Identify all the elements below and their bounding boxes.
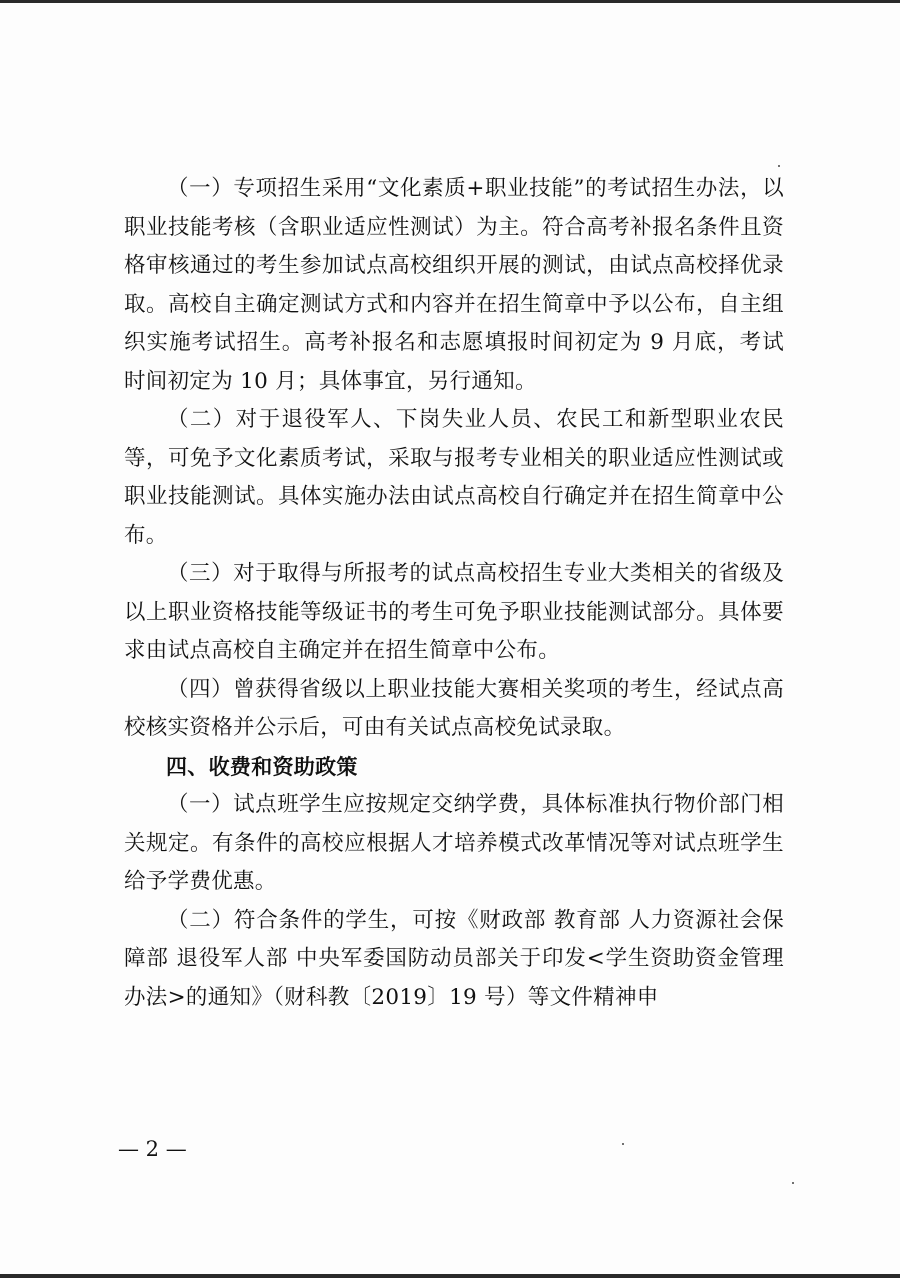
paragraph-6: （二）符合条件的学生，可按《财政部 教育部 人力资源社会保障部 退役军人部 中央军委国防动员部关于印发<学生资助资金管理办法>的通知》（财科教〔2019〕19 号）等文件精神申 [124,907,784,1010]
paragraph-5: （一）试点班学生应按规定交纳学费，具体标准执行物价部门相关规定。有条件的高校应根据人才培养模式改革情况等对试点班学生给予学费优惠。 [124,792,784,894]
paragraph-3: （三）对于取得与所报考的试点高校招生专业大类相关的省级及以上职业资格技能等级证书的考生可免予职业技能测试部分。具体要求由试点高校自主确定并在招生简章中公布。 [124,561,784,663]
page-number: — 2 — [118,1137,187,1161]
scan-edge-top [0,0,900,3]
paragraph-4: （四）曾获得省级以上职业技能大赛相关奖项的考生，经试点高校核实资格并公示后，可由有关试点高校免试录取。 [124,676,784,740]
paragraph-2: （二）对于退役军人、下岗失业人员、农民工和新型职业农民等，可免予文化素质考试，采取与报考专业相关的职业适应性测试或职业技能测试。具体实施办法由试点高校自行确定并在招生简章中公布。 [124,407,784,548]
scan-speck [778,165,780,167]
scan-speck [792,1182,794,1184]
section-heading-fees: 四、收费和资助政策 [166,754,358,779]
scan-edge-bottom [0,1274,900,1278]
paragraph-1: （一）专项招生采用“文化素质+职业技能”的考试招生办法，以职业技能考核（含职业适应性测试）为主。符合高考补报名条件且资格审核通过的考生参加试点高校组织开展的测试，由试点高校择优录取。高校自主确定测试方式和内容并在招生简章中予以公布，自主组织实施考试招生。高考补报名和志愿填报时间初定为 9 月底，考试时间初定为 10 月；具体事宜，另行通知。 [124,176,784,394]
document-body [124,170,784,1017]
scan-speck [622,1143,624,1145]
